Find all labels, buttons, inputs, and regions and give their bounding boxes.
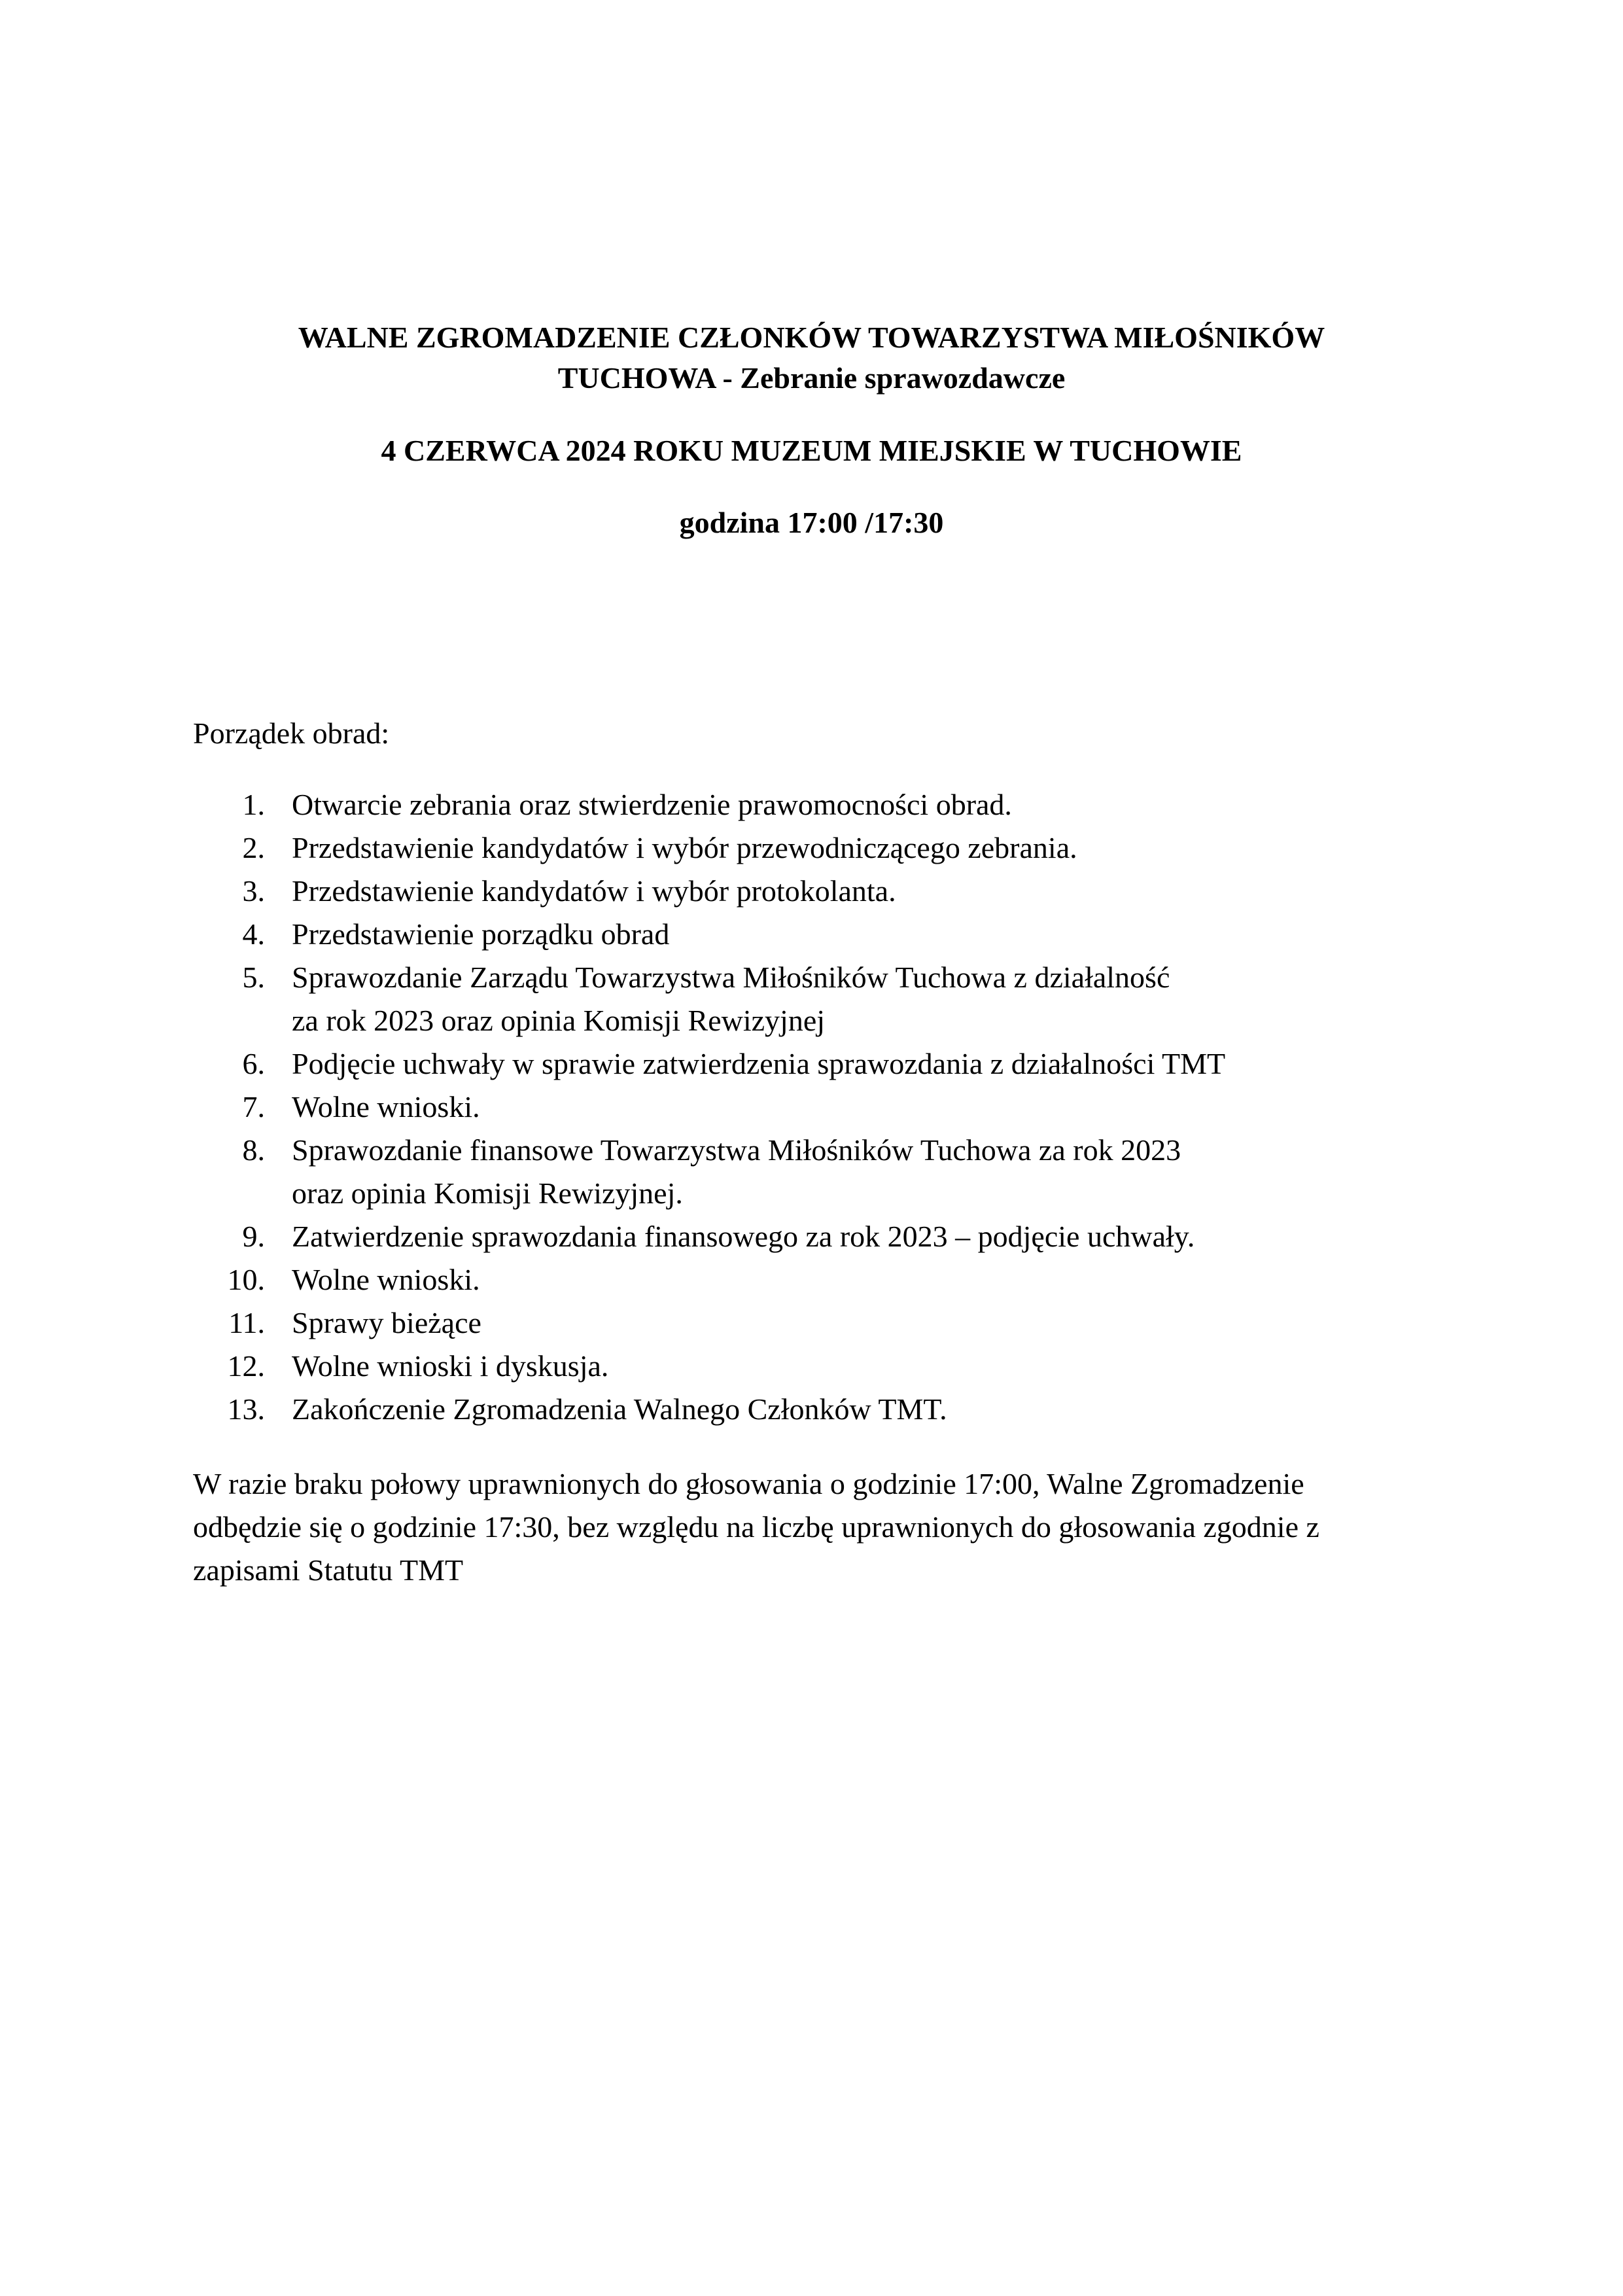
agenda-list — [0, 783, 1623, 1431]
agenda-item-text — [292, 826, 1623, 870]
agenda-item-line-continued: oraz opinia Komisji Rewizyjnej. — [292, 1176, 683, 1210]
agenda-item-number: 3. — [242, 874, 265, 908]
agenda-item — [0, 1086, 1623, 1129]
agenda-item-line: Przedstawienie porządku obrad — [292, 917, 670, 951]
agenda-item-number: 13. — [227, 1392, 265, 1426]
agenda-item-number: 8. — [242, 1133, 265, 1167]
agenda-item-line: Sprawozdanie finansowe Towarzystwa Miłośników Tuchowa za rok 2023 — [292, 1133, 1181, 1167]
agenda-item-text — [292, 956, 1623, 1042]
agenda-item-line: Wolne wnioski i dyskusja. — [292, 1349, 609, 1383]
agenda-item — [0, 956, 1623, 1042]
agenda-item-text — [292, 1086, 1623, 1129]
agenda-item-text — [292, 1301, 1623, 1345]
agenda-item — [0, 1215, 1623, 1258]
agenda-item-line: Otwarcie zebrania oraz stwierdzenie prawomocności obrad. — [292, 788, 1012, 821]
agenda-item-line: Podjęcie uchwały w sprawie zatwierdzenia sprawozdania z działalności TMT — [292, 1047, 1226, 1080]
agenda-item — [0, 1129, 1623, 1215]
document-title — [0, 317, 1623, 398]
agenda-item — [0, 1345, 1623, 1388]
agenda-item-line: Wolne wnioski. — [292, 1263, 480, 1296]
agenda-item — [0, 1258, 1623, 1301]
agenda-item-text — [292, 870, 1623, 913]
agenda-item-number: 10. — [227, 1263, 265, 1296]
agenda-item-text — [292, 1215, 1623, 1258]
agenda-item-line: Przedstawienie kandydatów i wybór przewodniczącego zebrania. — [292, 831, 1077, 864]
agenda-item-line: Zakończenie Zgromadzenia Walnego Członków TMT. — [292, 1392, 947, 1426]
agenda-item-text — [292, 1129, 1623, 1215]
agenda-item-number: 9. — [242, 1220, 265, 1253]
agenda-item-number: 12. — [227, 1349, 265, 1383]
agenda-item-text — [292, 783, 1623, 826]
time-heading: godzina 17:00 /17:30 — [679, 506, 944, 539]
agenda-item — [0, 1042, 1623, 1086]
agenda-item-text — [292, 913, 1623, 956]
agenda-item-text — [292, 1345, 1623, 1388]
agenda-item-text — [292, 1258, 1623, 1301]
agenda-item-text — [292, 1042, 1623, 1086]
date-place-heading: 4 CZERWCA 2024 ROKU MUZEUM MIEJSKIE W TUCHOWIE — [381, 434, 1242, 467]
closing-paragraph — [193, 1462, 1469, 1592]
agenda-item-line: Sprawozdanie Zarządu Towarzystwa Miłośników Tuchowa z działalność — [292, 961, 1170, 994]
title-line-2: TUCHOWA - Zebranie sprawozdawcze — [557, 361, 1066, 395]
closing-line-3: zapisami Statutu TMT — [193, 1553, 464, 1587]
agenda-item — [0, 783, 1623, 826]
agenda-item-line: Przedstawienie kandydatów i wybór protokolanta. — [292, 874, 896, 908]
agenda-item-number: 7. — [242, 1090, 265, 1123]
agenda-item-number: 6. — [242, 1047, 265, 1080]
agenda-item-line: Wolne wnioski. — [292, 1090, 480, 1123]
title-line-1: WALNE ZGROMADZENIE CZŁONKÓW TOWARZYSTWA MIŁOŚNIKÓW — [298, 321, 1325, 354]
agenda-item-line: Sprawy bieżące — [292, 1306, 481, 1339]
agenda-item — [0, 1301, 1623, 1345]
closing-line-2: odbędzie się o godzinie 17:30, bez względu na liczbę uprawnionych do głosowania zgodnie z — [193, 1510, 1319, 1544]
agenda-item-line: Zatwierdzenie sprawozdania finansowego za rok 2023 – podjęcie uchwały. — [292, 1220, 1195, 1253]
agenda-item-text — [292, 1388, 1623, 1431]
agenda-item — [0, 826, 1623, 870]
agenda-item-number: 11. — [228, 1306, 265, 1339]
agenda-item — [0, 1388, 1623, 1431]
agenda-item — [0, 870, 1623, 913]
agenda-item-line-continued: za rok 2023 oraz opinia Komisji Rewizyjnej — [292, 1004, 826, 1037]
closing-line-1: W razie braku połowy uprawnionych do głosowania o godzinie 17:00, Walne Zgromadzenie — [193, 1467, 1304, 1500]
agenda-item-number: 4. — [242, 917, 265, 951]
agenda-label: Porządek obrad: — [193, 716, 390, 750]
agenda-item — [0, 913, 1623, 956]
agenda-item-number: 1. — [242, 788, 265, 821]
agenda-item-number: 2. — [242, 831, 265, 864]
agenda-item-number: 5. — [242, 961, 265, 994]
